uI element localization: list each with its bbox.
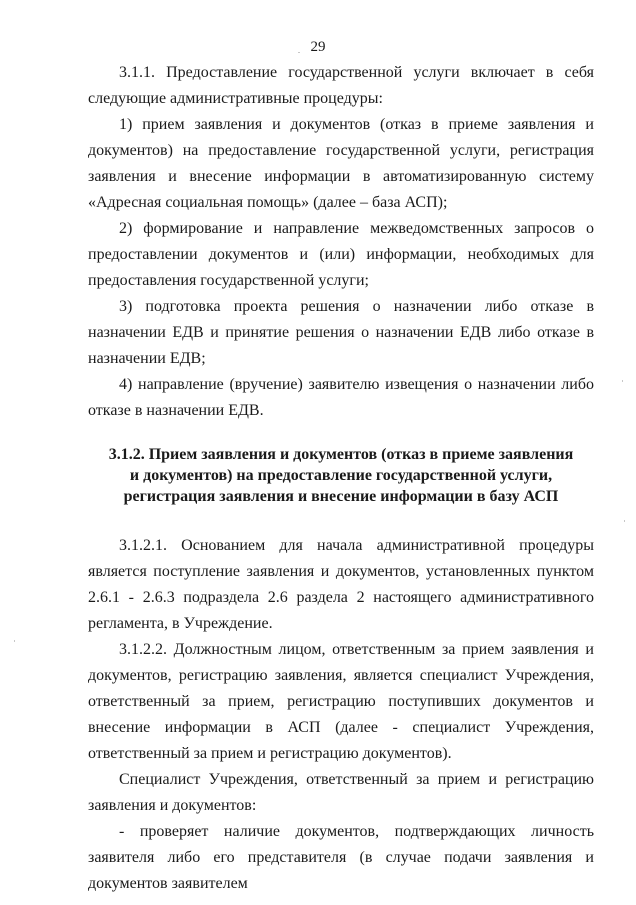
- scan-speck: [622, 380, 623, 382]
- document-body: [88, 60, 594, 897]
- list-item-3: 3) подготовка проекта решения о назначении либо отказе в назначении ЕДВ и принятие решения о назначении ЕДВ либо отказе в назначении ЕДВ;: [88, 298, 594, 367]
- scan-speck: [14, 640, 15, 642]
- paragraph-3-1-1: 3.1.1. Предоставление государственной услуги включает в себя следующие административные процедуры:: [88, 64, 594, 107]
- spacer: [88, 424, 594, 444]
- paragraph-3-1-2-1: 3.1.2.1. Основанием для начала административной процедуры является поступление заявления и документов, установленных пунктом 2.6.1 - 2.6.3 подраздела 2.6 раздела 2 настоящего административного регламента, в Учреждение.: [88, 537, 594, 632]
- section-heading-3-1-2: 3.1.2. Прием заявления и документов (отказ в приеме заявления и документов) на предоставление государственной услуги, регистрация заявления и внесение информации в базу АСП: [108, 446, 574, 505]
- list-item-4: 4) направление (вручение) заявителю извещения о назначении либо отказе в назначении ЕДВ.: [88, 376, 594, 419]
- scan-speck: [298, 52, 300, 53]
- page-number: 29: [310, 39, 326, 55]
- paragraph-specialist: Специалист Учреждения, ответственный за прием и регистрацию заявления и документов:: [88, 771, 594, 814]
- list-item-1: 1) прием заявления и документов (отказ в приеме заявления и документов) на предоставление государственной услуги, регистрация заявления и внесение информации в автоматизированную систему «Адресная социальная помощь» (далее – база АСП);: [88, 116, 594, 211]
- scan-speck: [624, 520, 625, 522]
- paragraph-checks-documents: - проверяет наличие документов, подтверждающих личность заявителя либо его представителя (в случае подачи заявления и документов заявителем: [88, 823, 594, 892]
- paragraph-3-1-2-2: 3.1.2.2. Должностным лицом, ответственным за прием заявления и документов, регистрацию заявления, является специалист Учреждения, ответственный за прием, регистрацию поступивших документов и внесение информации в АСП (далее - специалист Учреждения, ответственный за прием и регистрацию документов).: [88, 641, 594, 762]
- spacer: [88, 507, 594, 533]
- list-item-2: 2) формирование и направление межведомственных запросов о предоставлении документов и (или) информации, необходимых для предоставления государственной услуги;: [88, 220, 594, 289]
